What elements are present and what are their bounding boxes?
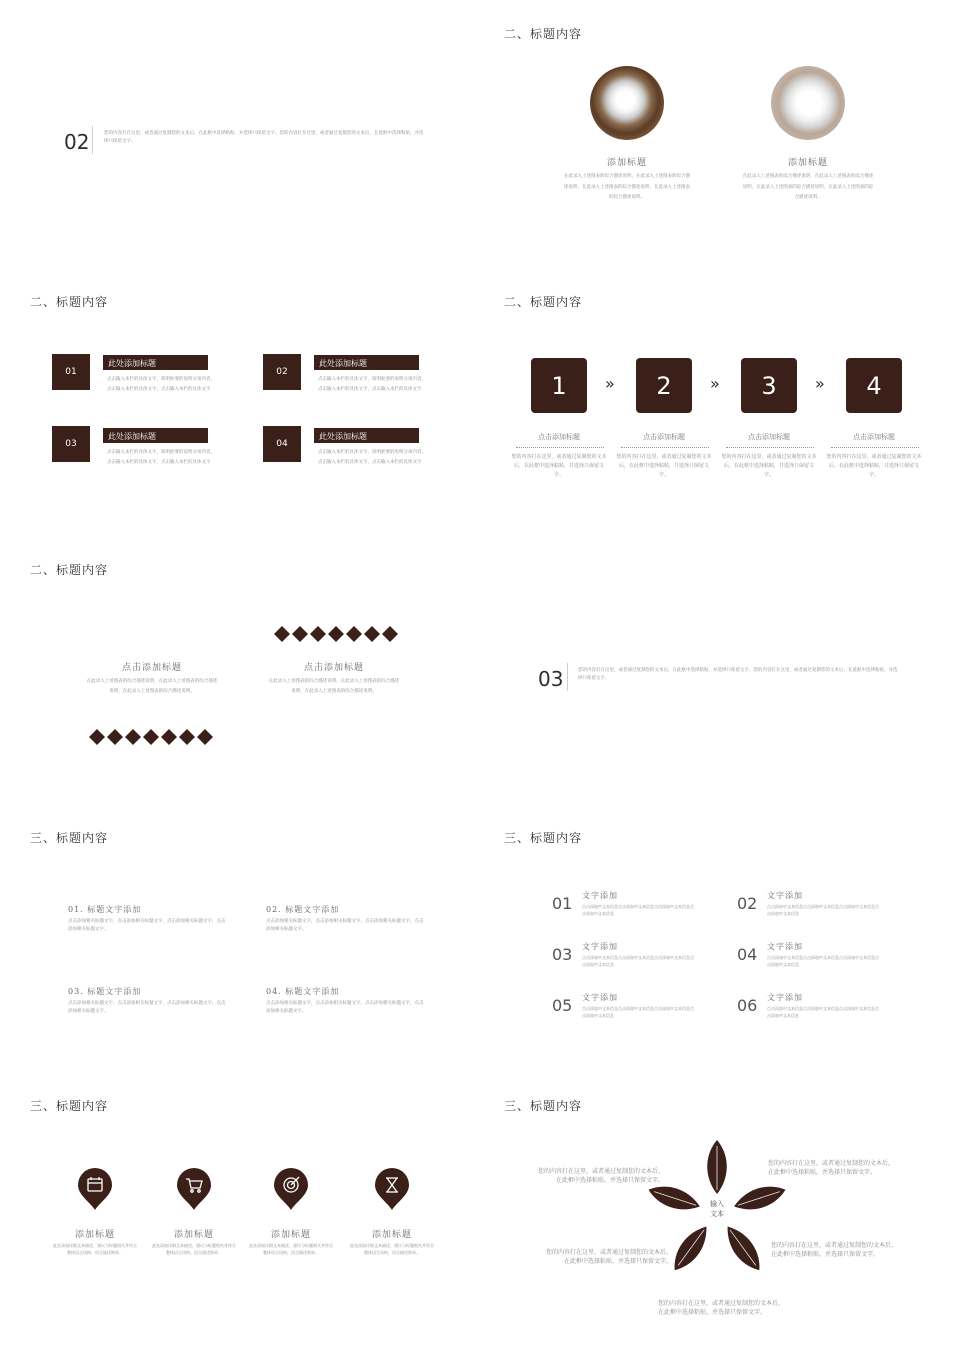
slide-title: 二、标题内容 [30, 295, 109, 309]
heading-label: 此处添加标题 [108, 359, 156, 368]
slide-9 [0, 1072, 474, 1340]
item-text: 点击添加中文本信息点击添加中文本信息点击添加中文本信息点击添加中文本信息 [767, 1006, 879, 1018]
item-text: 点击输入本栏的具体文字，简明扼要的说明分项内容，点击输入本栏的具体文字，点击输入本栏的具体文字 [107, 450, 215, 465]
number-label: 01 [65, 367, 77, 377]
item-text: 此处添加详细文本描述，建议与标题相关并符合整体语言风格，语言描述简单。 [350, 1243, 434, 1255]
item-heading: 添加标题 [606, 158, 647, 168]
petal-text-1: 您的内容打在这里，或者通过复制您的文本后，在此框中选择粘贴，并选择只保留文字。 [537, 1168, 664, 1184]
slide-4 [486, 268, 960, 536]
item-heading: 点击添加标题 [121, 663, 182, 673]
item-heading: 03. 标题文字添加 [68, 987, 142, 996]
section-number: 03 [538, 667, 564, 691]
arrow-icon: » [710, 374, 720, 393]
slide-title: 三、标题内容 [30, 1099, 109, 1113]
divider [567, 663, 568, 691]
number-label: 03 [65, 439, 77, 449]
item-text: 点击添加相关标题文字，点击添加相关标题文字，点击添加相关标题文字，点击添加相关标题文字。 [266, 919, 424, 932]
step-number: 4 [866, 372, 882, 400]
item-heading: 01. 标题文字添加 [68, 905, 142, 914]
slide-8 [486, 804, 960, 1072]
slide-7 [0, 804, 474, 1072]
item-text: 点击添加中文本信息点击添加中文本信息点击添加中文本信息点击添加中文本信息 [582, 904, 694, 916]
slide-3 [0, 268, 474, 536]
step-heading: 点击添加标题 [538, 433, 580, 441]
step-number: 3 [761, 372, 777, 400]
target-pin [274, 1168, 308, 1210]
slide-6 [486, 536, 960, 804]
dotted-divider [621, 447, 709, 448]
diamond-row-bottom [89, 729, 215, 745]
item-heading: 添加标题 [371, 1230, 412, 1240]
item-text: 此处添加详细文本描述，建议与标题相关并符合整体语言风格，语言描述简单。 [152, 1243, 236, 1255]
item-text: 点击输入本栏的具体文字，简明扼要的说明分项内容，点击输入本栏的具体文字，点击输入本栏的具体文字 [318, 377, 426, 392]
item-heading: 文字添加 [767, 993, 803, 1002]
heading-label: 此处添加标题 [108, 432, 156, 441]
item-text: 点击输入本栏的具体文字，简明扼要的说明分项内容，点击输入本栏的具体文字，点击输入本栏的具体文字 [318, 450, 426, 465]
section-number: 02 [64, 130, 90, 154]
diamond-row-top [274, 626, 400, 642]
divider [92, 126, 93, 154]
item-text: 点击添加中文本信息点击添加中文本信息点击添加中文本信息点击添加中文本信息 [582, 1006, 694, 1018]
slide-title: 三、标题内容 [504, 1099, 583, 1113]
item-number: 06 [737, 996, 758, 1015]
item-heading: 04. 标题文字添加 [266, 987, 340, 996]
number-label: 04 [276, 439, 288, 449]
item-number: 01 [552, 894, 573, 913]
item-text: 点击添加中文本信息点击添加中文本信息点击添加中文本信息点击添加中文本信息 [767, 904, 879, 916]
heading-label: 此处添加标题 [319, 432, 367, 441]
step-number: 1 [551, 372, 567, 400]
item-heading: 文字添加 [767, 942, 803, 951]
cotton-image-2 [771, 66, 845, 140]
item-text: 此处添加详细文本描述，建议与标题相关并符合整体语言风格，语言描述简单。 [249, 1243, 333, 1255]
item-heading: 添加标题 [173, 1230, 214, 1240]
petal-text-2: 您的内容打在这里，或者通过复制您的文本后，在此框中选择粘贴，并选择只保留文字。 [768, 1160, 895, 1176]
slide-2 [486, 0, 960, 268]
item-number: 02 [737, 894, 758, 913]
item-heading: 添加标题 [787, 158, 828, 168]
cotton-image-1 [590, 66, 664, 140]
item-text: 在此录入上述图表的综合描述说明，在此录入上述图表的综合描述说明，在此录入上述图表的综合描述说明。 [86, 679, 218, 694]
item-heading: 点击添加标题 [303, 663, 364, 673]
item-number: 03 [552, 945, 573, 964]
item-text: 点击添加相关标题文字，点击添加相关标题文字，点击添加相关标题文字，点击添加相关标题文字。 [68, 919, 226, 932]
step-number: 2 [656, 372, 672, 400]
step-text: 您的内容打在这里，或者通过复制您的文本后，在此框中选择粘贴，并选择只保留文字。 [511, 454, 607, 478]
slide-1 [0, 0, 474, 268]
item-heading: 添加标题 [74, 1230, 115, 1240]
slide-5 [0, 536, 474, 804]
step-heading: 点击添加标题 [748, 433, 790, 441]
slide-title: 三、标题内容 [30, 831, 109, 845]
dotted-divider [831, 447, 919, 448]
item-heading: 02. 标题文字添加 [266, 905, 340, 914]
arrow-icon: » [815, 374, 825, 393]
item-text: 在此录入上述图表的综合描述说明，在此录入上述图表的综合描述说明，在此录入上述图表的综合描述说明，在此录入上述图表的综合描述说明。 [564, 174, 690, 200]
slide-title: 三、标题内容 [504, 831, 583, 845]
dotted-divider [726, 447, 814, 448]
item-text: 在此录入上述图表的综合描述说明，在此录入上述图表的综合描述说明，在此录入上述图表的综合描述说明，在此录入上述图表的综合描述说明。 [742, 174, 874, 200]
step-text: 您的内容打在这里，或者通过复制您的文本后，在此框中选择粘贴，并选择只保留文字。 [826, 454, 922, 478]
item-heading: 文字添加 [582, 891, 618, 900]
step-heading: 点击添加标题 [853, 433, 895, 441]
item-text: 在此录入上述图表的综合描述说明，在此录入上述图表的综合描述说明，在此录入上述图表的综合描述说明。 [268, 679, 400, 694]
number-label: 02 [276, 367, 288, 377]
item-text: 点击添加相关标题文字，点击添加相关标题文字，点击添加相关标题文字，点击添加相关标题文字。 [266, 1001, 424, 1014]
heading-label: 此处添加标题 [319, 359, 367, 368]
calendar-pin [78, 1168, 112, 1210]
petal-text-5: 您的内容打在这里，或者通过复制您的文本后，在此框中选择粘贴，并选择只保留文字。 [658, 1300, 785, 1316]
petal-text-4: 您的内容打在这里，或者通过复制您的文本后，在此框中选择粘贴，并选择只保留文字。 [771, 1242, 898, 1258]
slide-title: 二、标题内容 [504, 27, 583, 41]
section-text: 您的内容打在这里，或者通过复制您的文本后，在此框中选择粘贴，并选择只保留文字。您的内容打在这里，或者通过复制您的文本后，在此框中选择粘贴，并选择只保留文字。 [104, 131, 424, 144]
step-text: 您的内容打在这里，或者通过复制您的文本后，在此框中选择粘贴，并选择只保留文字。 [721, 454, 817, 478]
center-text: 输入 文本 [710, 1200, 724, 1218]
item-text: 点击添加中文本信息点击添加中文本信息点击添加中文本信息点击添加中文本信息 [767, 955, 879, 967]
slide-title: 二、标题内容 [30, 563, 109, 577]
item-text: 点击输入本栏的具体文字，简明扼要的说明分项内容，点击输入本栏的具体文字，点击输入本栏的具体文字 [107, 377, 215, 392]
slide-title: 二、标题内容 [504, 295, 583, 309]
cart-pin [177, 1168, 211, 1210]
item-text: 此处添加详细文本描述，建议与标题相关并符合整体语言风格，语言描述简单。 [53, 1243, 137, 1255]
item-heading: 文字添加 [582, 942, 618, 951]
hourglass-pin [375, 1168, 409, 1210]
item-number: 04 [737, 945, 758, 964]
item-heading: 文字添加 [767, 891, 803, 900]
item-heading: 文字添加 [582, 993, 618, 1002]
dotted-divider [516, 447, 604, 448]
item-text: 点击添加中文本信息点击添加中文本信息点击添加中文本信息点击添加中文本信息 [582, 955, 694, 967]
step-text: 您的内容打在这里，或者通过复制您的文本后，在此框中选择粘贴，并选择只保留文字。 [616, 454, 712, 478]
step-heading: 点击添加标题 [643, 433, 685, 441]
item-number: 05 [552, 996, 573, 1015]
slide-10 [486, 1072, 960, 1340]
item-heading: 添加标题 [270, 1230, 311, 1240]
item-text: 点击添加相关标题文字，点击添加相关标题文字，点击添加相关标题文字，点击添加相关标题文字。 [68, 1001, 226, 1014]
petal-text-3: 您的内容打在这里，或者通过复制您的文本后，在此框中选择粘贴，并选择只保留文字。 [545, 1249, 672, 1265]
arrow-icon: » [605, 374, 615, 393]
section-text: 您的内容打在这里，或者通过复制您的文本后，在此框中选择粘贴，并选择只保留文字。您的内容打在这里，或者通过复制您的文本后，在此框中选择粘贴，并选择只保留文字。 [578, 668, 898, 681]
